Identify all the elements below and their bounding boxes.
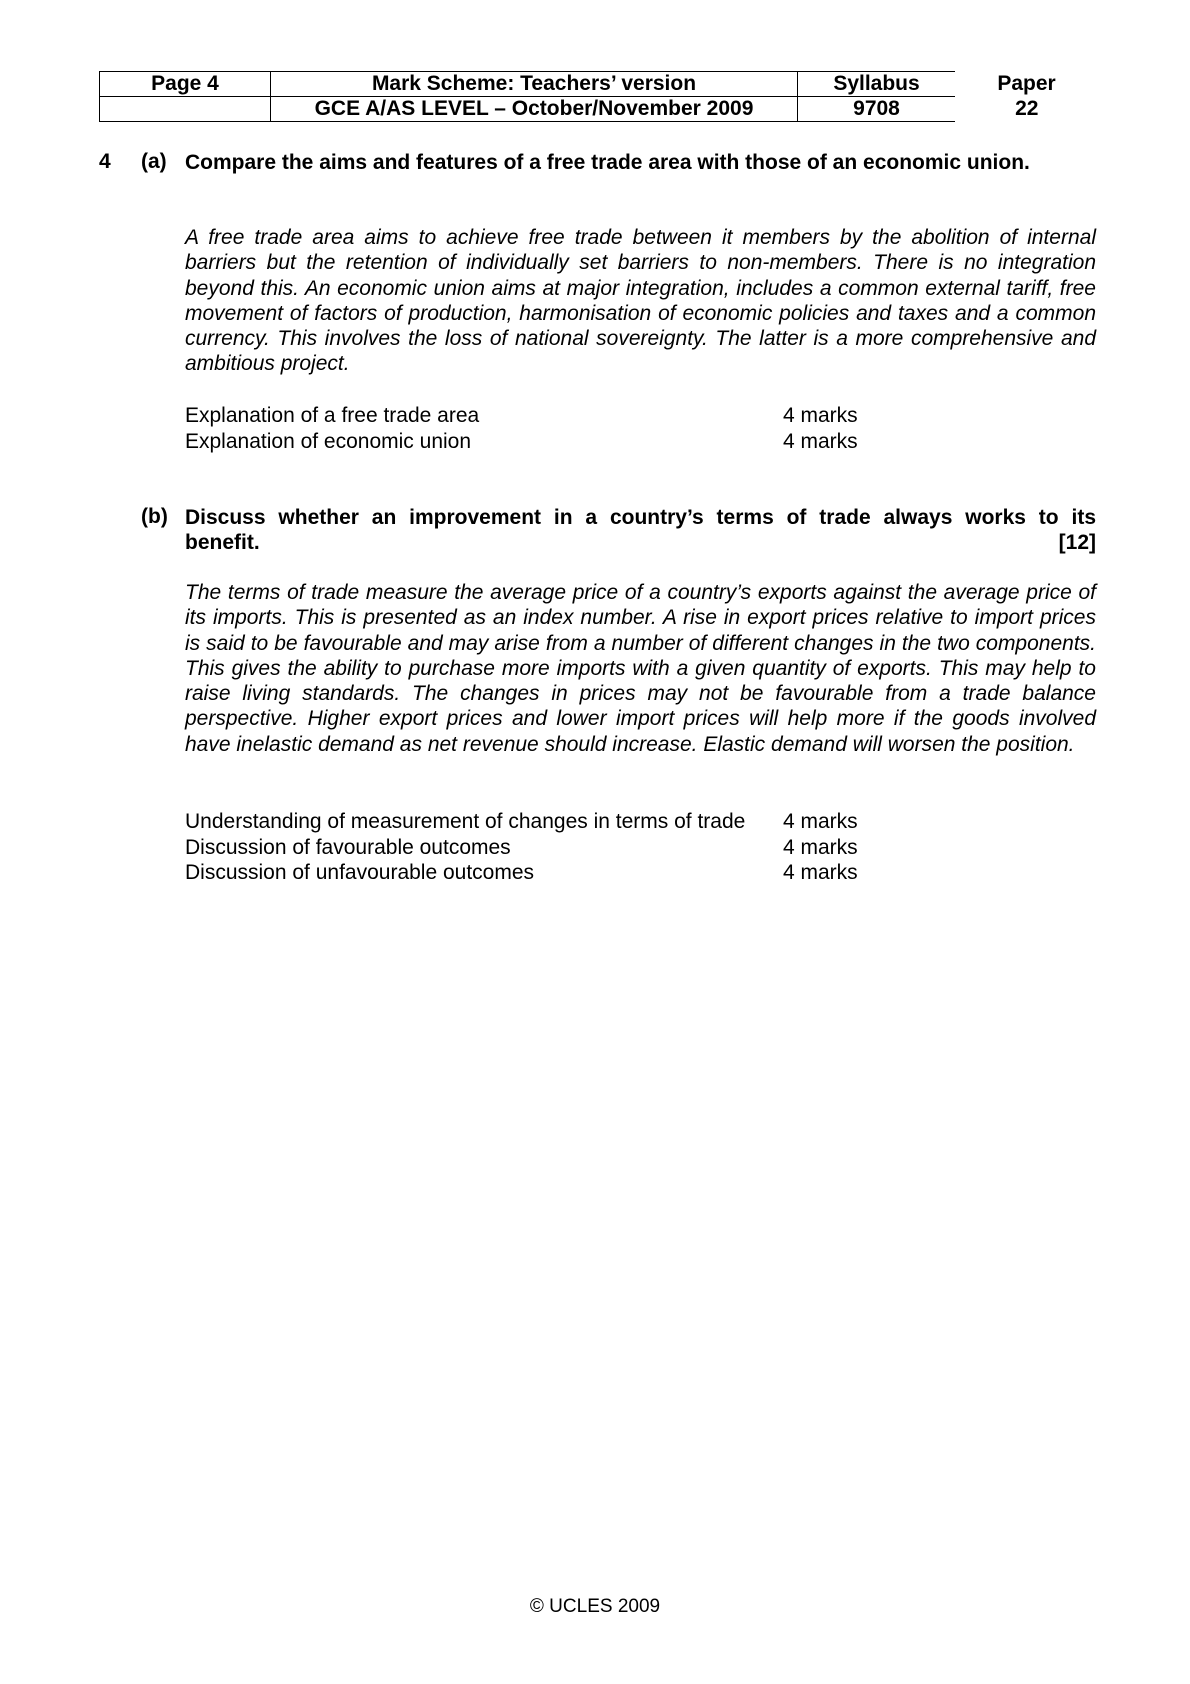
question-number: 4 — [99, 150, 111, 173]
mark-value: 4 marks — [783, 404, 858, 427]
part-b-prompt-line-2 — [185, 530, 1096, 555]
mark-value: 4 marks — [783, 810, 858, 833]
header-table — [99, 71, 1099, 122]
mark-criterion: Discussion of favourable outcomes — [185, 835, 511, 859]
page-number: Page 4 — [100, 72, 271, 97]
part-b-prompt-line-1: Discuss whether an improvement in a country’s terms of trade always works to its — [185, 506, 1096, 529]
mark-criterion: Discussion of unfavourable outcomes — [185, 861, 535, 884]
mark-value: 4 marks — [783, 861, 858, 884]
part-b-prompt-line-2-text: benefit. — [185, 531, 260, 554]
mark-criterion: Understanding of measurement of changes in terms of trade — [185, 810, 746, 833]
exam-session: GCE A/AS LEVEL – October/November 2009 — [271, 97, 798, 122]
part-a-mark-allocation — [185, 403, 858, 454]
part-a-answer: A free trade area aims to achieve free trade between it members by the abolition of internal barriers but the retention of individually set barriers to non-members. There is no integration beyond this. An economic union aims at major integration, includes a common external tariff, free movement of factors of production, harmonisation of economic policies and taxes and a common currency. This involves the loss of national sovereignty. The latter is a more comprehensive and ambitious project. — [185, 226, 1096, 376]
mark-criterion: Explanation of economic union — [185, 429, 472, 453]
total-marks: [12] — [1058, 531, 1096, 554]
part-b-prompt — [185, 505, 1096, 555]
part-a-label: (a) — [141, 150, 167, 173]
mark-row — [185, 809, 858, 835]
mark-value: 4 marks — [783, 835, 858, 859]
syllabus-code: 9708 — [798, 97, 956, 122]
mark-value: 4 marks — [783, 429, 858, 453]
part-b-label: (b) — [141, 505, 168, 528]
mark-row — [185, 860, 858, 886]
mark-row — [185, 403, 858, 429]
empty-cell — [100, 97, 271, 122]
copyright-footer: © UCLES 2009 — [529, 1596, 661, 1617]
mark-row — [185, 429, 858, 455]
paper-label: Paper — [997, 72, 1056, 95]
mark-row — [185, 835, 858, 861]
syllabus-label: Syllabus — [798, 72, 956, 97]
document-title: Mark Scheme: Teachers’ version — [271, 72, 798, 97]
paper-number: 22 — [1015, 97, 1039, 120]
part-b-mark-allocation — [185, 809, 858, 886]
part-b-answer: The terms of trade measure the average price of a country’s exports against the average price of its imports. This is presented as an index number. A rise in export prices relative to import prices is said to be favourable and may arise from a number of different changes in the two components. This gives the ability to purchase more imports with a given quantity of exports. This may help to raise living standards. The changes in prices may not be favourable from a trade balance perspective. Higher export prices and lower import prices will help more if the goods involved have inelastic demand as net revenue should increase. Elastic demand will worsen the position. — [185, 581, 1096, 756]
part-a-prompt: Compare the aims and features of a free trade area with those of an economic union. — [185, 151, 1030, 174]
mark-criterion: Explanation of a free trade area — [185, 404, 480, 427]
